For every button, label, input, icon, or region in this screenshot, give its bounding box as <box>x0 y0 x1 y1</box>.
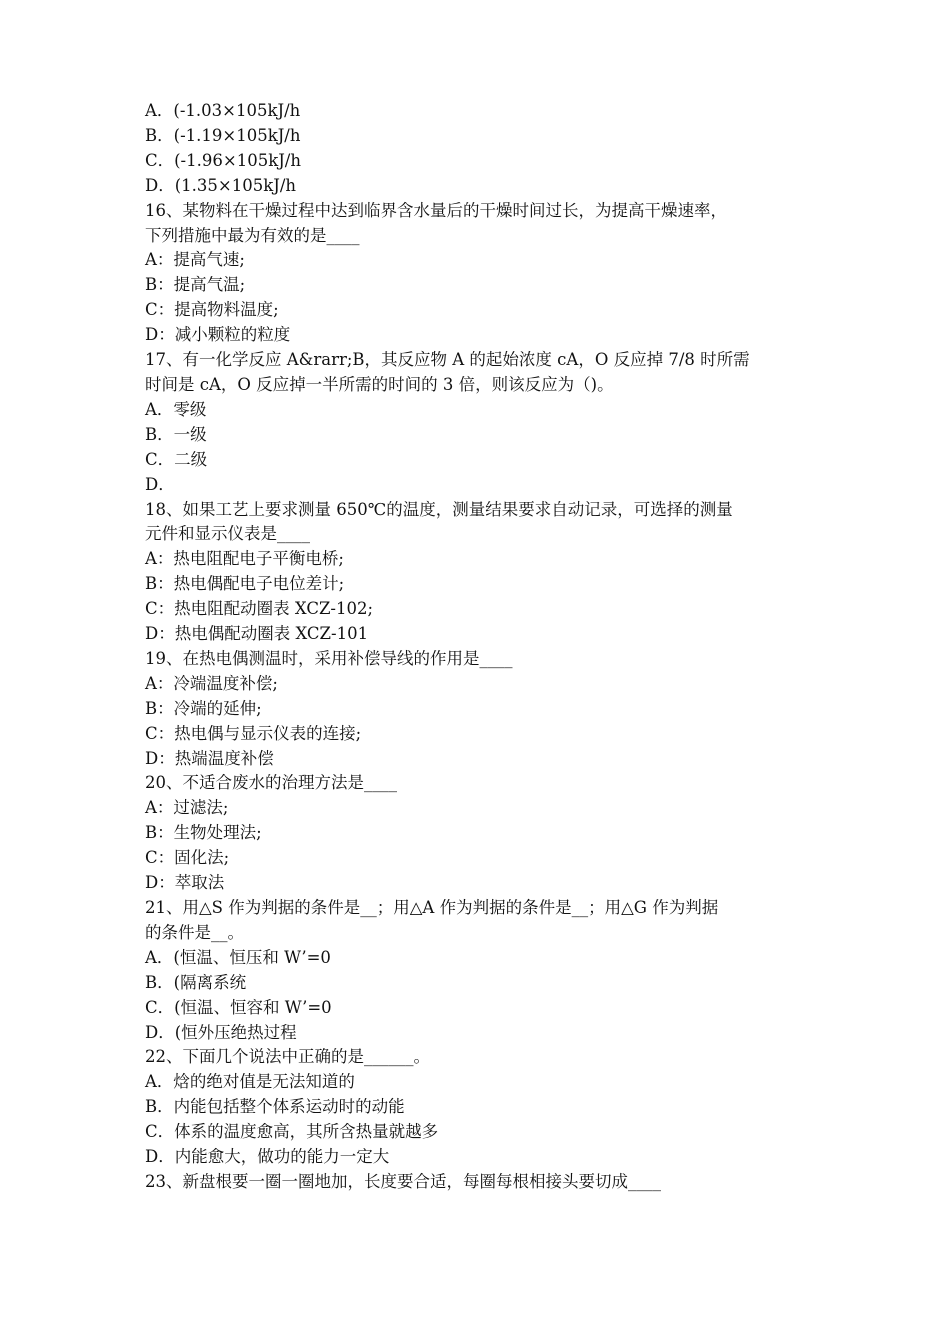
text-line: B．(-1.19×105kJ/h <box>145 125 301 145</box>
question-18-line: 元件和显示仪表是____ <box>145 524 310 544</box>
option-line: A．(恒温、恒压和 W’=0 <box>145 947 331 967</box>
option-line: B：冷端的延伸; <box>145 698 262 718</box>
option-line: C：热电阻配动圈表 XCZ-102; <box>145 599 374 619</box>
question-21-line: 的条件是__。 <box>145 922 244 942</box>
question-21-line: 21、用△S 作为判据的条件是__；用△A 作为判据的条件是__；用△G 作为判据 <box>145 898 719 917</box>
option-line: A．零级 <box>145 399 207 419</box>
option-line: C：固化法; <box>145 848 230 868</box>
option-line: D．内能愈大，做功的能力一定大 <box>145 1147 390 1167</box>
question-23-line: 23、新盘根要一圈一圈地加，长度要合适，每圈每根相接头要切成____ <box>145 1171 661 1191</box>
option-line: B：生物处理法; <box>145 823 262 843</box>
text-line: C．(-1.96×105kJ/h <box>145 150 301 170</box>
option-line: D：萃取法 <box>145 873 225 893</box>
question-17-line: 17、有一化学反应 A&rarr;B，其反应物 A 的起始浓度 cA，O 反应掉 7/8 时所需 <box>145 350 750 370</box>
option-line: D． <box>145 474 175 494</box>
option-line: B：热电偶配电子电位差计; <box>145 574 345 594</box>
option-line: B．(隔离系统 <box>145 972 247 992</box>
question-18-line: 18、如果工艺上要求测量 650℃的温度，测量结果要求自动记录，可选择的测量 <box>145 499 733 519</box>
text-line: D．(1.35×105kJ/h <box>145 175 297 195</box>
option-line: C．体系的温度愈高，其所含热量就越多 <box>145 1122 439 1142</box>
option-line: A：热电阻配电子平衡电桥; <box>145 549 344 569</box>
option-line: C：提高物料温度; <box>145 300 279 320</box>
question-16-line: 16、某物料在干燥过程中达到临界含水量后的干燥时间过长，为提高干燥速率， <box>145 200 727 220</box>
option-line: B：提高气温; <box>145 275 246 295</box>
question-17-line: 时间是 cA，O 反应掉一半所需的时间的 3 倍，则该反应为（)。 <box>145 374 614 394</box>
text-line: A．(-1.03×105kJ/h <box>145 101 301 120</box>
question-20-line: 20、不适合废水的治理方法是____ <box>145 773 397 793</box>
option-line: A：提高气速; <box>145 250 245 270</box>
option-line: B．一级 <box>145 424 207 444</box>
option-line: B．内能包括整个体系运动时的动能 <box>145 1097 405 1117</box>
option-line: A．焓的绝对值是无法知道的 <box>145 1072 355 1092</box>
option-line: C．二级 <box>145 449 208 469</box>
option-line: C．(恒温、恒容和 W’=0 <box>145 997 332 1017</box>
question-19-line: 19、在热电偶测温时，采用补偿导线的作用是____ <box>145 648 513 668</box>
option-line: A：过滤法; <box>145 798 229 818</box>
option-line: D：减小颗粒的粒度 <box>145 325 291 345</box>
option-line: A：冷端温度补偿; <box>145 673 278 693</box>
option-line: D：热端温度补偿 <box>145 748 274 768</box>
option-line: C：热电偶与显示仪表的连接; <box>145 723 362 743</box>
option-line: D：热电偶配动圈表 XCZ-101 <box>145 624 369 644</box>
question-16-line: 下列措施中最为有效的是____ <box>145 225 360 245</box>
option-line: D．(恒外压绝热过程 <box>145 1022 297 1042</box>
question-22-line: 22、下面几个说法中正确的是______。 <box>145 1047 430 1067</box>
document-text <box>145 99 815 1195</box>
